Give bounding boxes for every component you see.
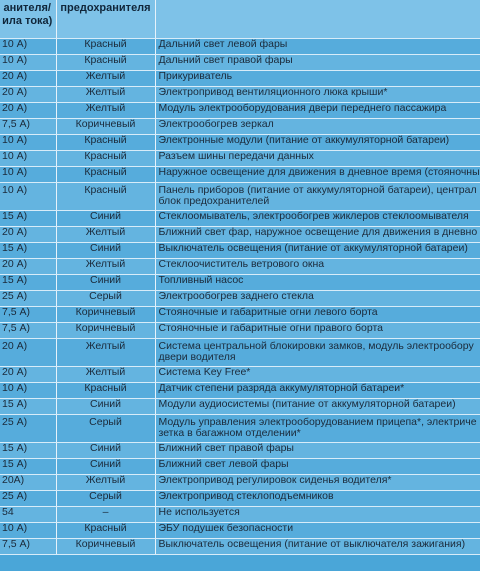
description-cell: Система Key Free* <box>155 367 480 383</box>
table-row <box>0 275 480 291</box>
table-row <box>0 71 480 87</box>
color-cell: Коричневый <box>56 307 155 323</box>
description-cell: Разъем шины передачи данных <box>155 151 480 167</box>
rating-cell: 10 А) <box>0 183 56 211</box>
table-row <box>0 523 480 539</box>
rating-cell: 25 А) <box>0 491 56 507</box>
table-row <box>0 507 480 523</box>
header-color: предохранителя <box>56 0 155 39</box>
color-cell: Красный <box>56 167 155 183</box>
rating-cell: 20 А) <box>0 87 56 103</box>
description-cell: Электропривод стеклоподъемников <box>155 491 480 507</box>
table-row <box>0 491 480 507</box>
color-cell: Синий <box>56 243 155 259</box>
table-row <box>0 323 480 339</box>
description-cell: Модуль электрооборудования двери переднего пассажира <box>155 103 480 119</box>
rating-cell: 15 А) <box>0 275 56 291</box>
description-cell: Топливный насос <box>155 275 480 291</box>
table-row <box>0 183 480 211</box>
color-cell: Коричневый <box>56 323 155 339</box>
table-row <box>0 259 480 275</box>
color-cell: Красный <box>56 523 155 539</box>
header-rating: анителя/ ила тока) <box>0 0 56 39</box>
rating-cell: 15 А) <box>0 399 56 415</box>
table-row <box>0 55 480 71</box>
color-cell: Серый <box>56 291 155 307</box>
rating-cell: 10 А) <box>0 167 56 183</box>
rating-cell: 10 А) <box>0 383 56 399</box>
table-row <box>0 243 480 259</box>
description-cell: Наружное освещение для движения в дневное время (стояночны <box>155 167 480 183</box>
table-row <box>0 151 480 167</box>
color-cell: Синий <box>56 399 155 415</box>
table-row <box>0 383 480 399</box>
description-cell: Электрообогрев зеркал <box>155 119 480 135</box>
color-cell: Красный <box>56 383 155 399</box>
description-cell: Электропривод регулировок сиденья водителя* <box>155 475 480 491</box>
rating-cell: 7,5 А) <box>0 307 56 323</box>
color-cell: Желтый <box>56 227 155 243</box>
color-cell: Желтый <box>56 367 155 383</box>
color-cell: Красный <box>56 55 155 71</box>
description-cell: Электрообогрев заднего стекла <box>155 291 480 307</box>
color-cell: Желтый <box>56 339 155 367</box>
table-row <box>0 367 480 383</box>
color-cell: Коричневый <box>56 119 155 135</box>
rating-cell: 10 А) <box>0 135 56 151</box>
rating-cell: 20 А) <box>0 103 56 119</box>
color-cell: Красный <box>56 183 155 211</box>
description-cell: Стеклоочиститель ветрового окна <box>155 259 480 275</box>
rating-cell: 20 А) <box>0 71 56 87</box>
rating-cell: 10 А) <box>0 39 56 55</box>
rating-cell: 15 А) <box>0 243 56 259</box>
table-row <box>0 443 480 459</box>
rating-cell: 10 А) <box>0 55 56 71</box>
description-cell: Ближний свет фар, наружное освещение для движения в дневно <box>155 227 480 243</box>
rating-cell: 20 А) <box>0 259 56 275</box>
rating-cell: 20 А) <box>0 227 56 243</box>
description-cell: Дальний свет левой фары <box>155 39 480 55</box>
color-cell: Желтый <box>56 71 155 87</box>
color-cell: Серый <box>56 415 155 443</box>
rating-cell: 15 А) <box>0 211 56 227</box>
color-cell: Желтый <box>56 259 155 275</box>
rating-cell: 10 А) <box>0 523 56 539</box>
description-cell: Модуль управления электрооборудованием прицепа*, электриче зетка в багажном отделении* <box>155 415 480 443</box>
table-row <box>0 211 480 227</box>
table-row <box>0 415 480 443</box>
description-cell: Не используется <box>155 507 480 523</box>
rating-cell: 20А) <box>0 475 56 491</box>
rating-cell: 20 А) <box>0 339 56 367</box>
description-cell: Ближний свет правой фары <box>155 443 480 459</box>
rating-cell: 25 А) <box>0 291 56 307</box>
color-cell: Желтый <box>56 475 155 491</box>
description-cell: Электронные модули (питание от аккумуляторной батареи) <box>155 135 480 151</box>
description-cell: Система центральной блокировки замков, модуль электрообору двери водителя <box>155 339 480 367</box>
table-row <box>0 119 480 135</box>
description-cell: Стояночные и габаритные огни правого борта <box>155 323 480 339</box>
description-cell: Стеклоомыватель, электрообогрев жиклеров стеклоомывателя <box>155 211 480 227</box>
table-row <box>0 307 480 323</box>
table-row <box>0 103 480 119</box>
color-cell: Синий <box>56 211 155 227</box>
rating-cell: 7,5 А) <box>0 119 56 135</box>
rating-cell: 15 А) <box>0 459 56 475</box>
rating-cell: 54 <box>0 507 56 523</box>
table-row <box>0 291 480 307</box>
table-row <box>0 539 480 555</box>
table-row <box>0 475 480 491</box>
description-cell: Дальний свет правой фары <box>155 55 480 71</box>
rating-cell: 7,5 А) <box>0 539 56 555</box>
table-header <box>0 0 480 39</box>
header-description <box>155 0 480 39</box>
table-row <box>0 87 480 103</box>
description-cell: Прикуриватель <box>155 71 480 87</box>
table-row <box>0 167 480 183</box>
description-cell: Модули аудиосистемы (питание от аккумуляторной батареи) <box>155 399 480 415</box>
table-row <box>0 339 480 367</box>
description-cell: Ближний свет левой фары <box>155 459 480 475</box>
description-cell: Датчик степени разряда аккумуляторной батареи* <box>155 383 480 399</box>
color-cell: Желтый <box>56 87 155 103</box>
color-cell: Синий <box>56 459 155 475</box>
table-row <box>0 459 480 475</box>
description-cell: Выключатель освещения (питание от выключателя зажигания) <box>155 539 480 555</box>
color-cell: Серый <box>56 491 155 507</box>
table-row <box>0 399 480 415</box>
table-row <box>0 227 480 243</box>
color-cell: Красный <box>56 151 155 167</box>
color-cell: Красный <box>56 135 155 151</box>
color-cell: Желтый <box>56 103 155 119</box>
table-row <box>0 135 480 151</box>
rating-cell: 15 А) <box>0 443 56 459</box>
color-cell: Красный <box>56 39 155 55</box>
description-cell: Электропривод вентиляционного люка крыши* <box>155 87 480 103</box>
description-cell: Стояночные и габаритные огни левого борта <box>155 307 480 323</box>
rating-cell: 7,5 А) <box>0 323 56 339</box>
description-cell: ЭБУ подушек безопасности <box>155 523 480 539</box>
color-cell: – <box>56 507 155 523</box>
rating-cell: 10 А) <box>0 151 56 167</box>
description-cell: Выключатель освещения (питание от аккумуляторной батареи) <box>155 243 480 259</box>
table-body <box>0 39 480 555</box>
description-cell: Панель приборов (питание от аккумуляторной батареи), централ блок предохранителей <box>155 183 480 211</box>
color-cell: Синий <box>56 443 155 459</box>
rating-cell: 20 А) <box>0 367 56 383</box>
table-row <box>0 39 480 55</box>
rating-cell: 25 А) <box>0 415 56 443</box>
color-cell: Коричневый <box>56 539 155 555</box>
color-cell: Синий <box>56 275 155 291</box>
